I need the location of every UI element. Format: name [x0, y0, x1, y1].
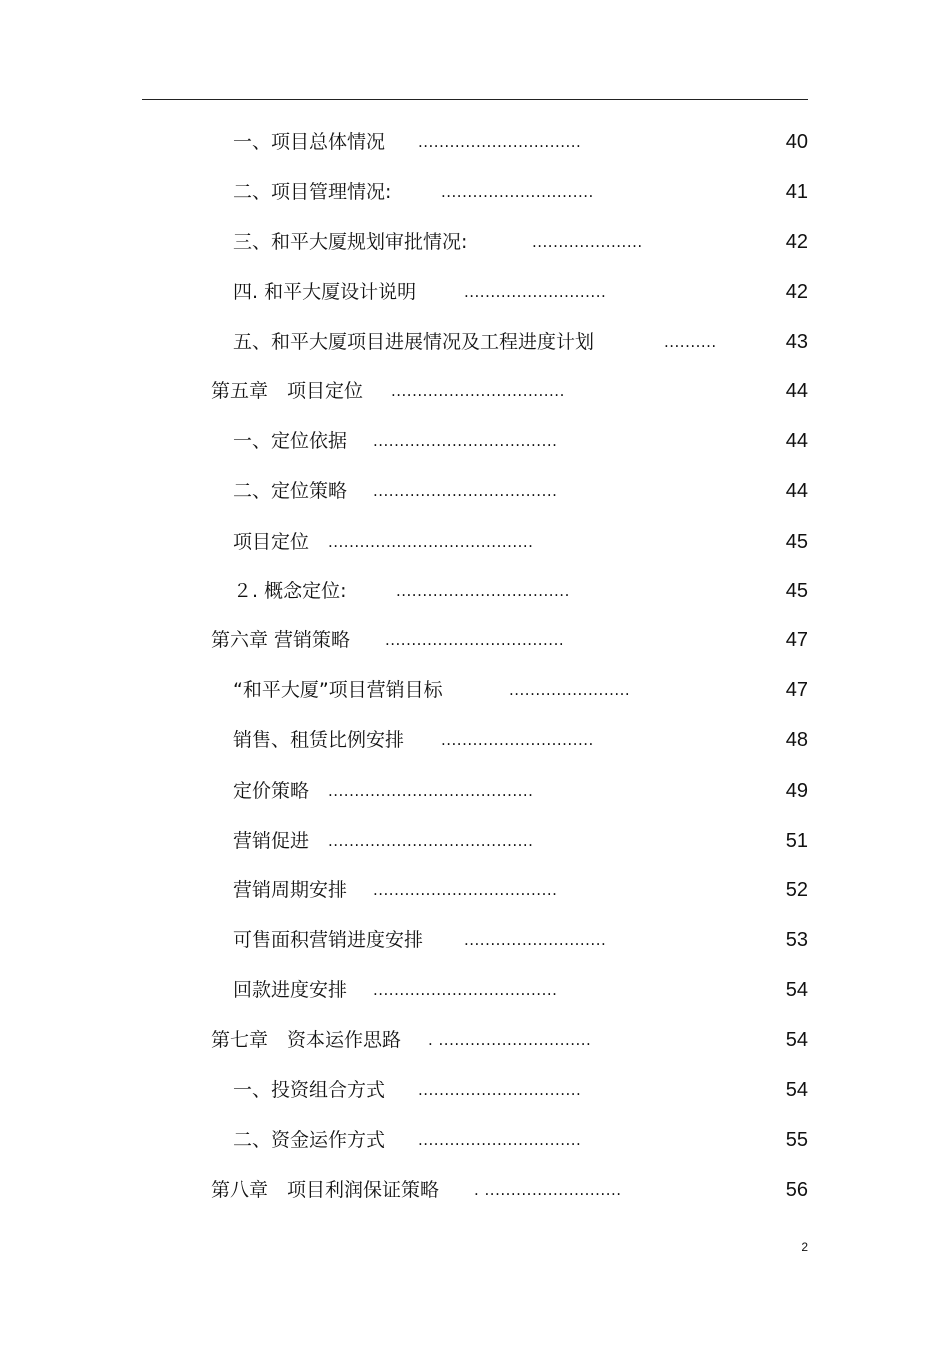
toc-entry-page: 49	[785, 780, 808, 802]
toc-entry-title: 一、项目总体情况	[233, 131, 386, 153]
toc-entry[interactable]	[0, 673, 950, 707]
toc-entry-leader: ...............................	[418, 1131, 582, 1149]
toc-entry-page: 45	[785, 531, 808, 553]
toc-entry-page: 48	[785, 729, 808, 751]
toc-entry-page: 42	[785, 281, 808, 303]
toc-entry-leader: ...........................	[464, 931, 607, 949]
toc-entry-title: 五、和平大厦项目进展情况及工程进度计划	[233, 331, 595, 353]
toc-entry-leader: ...................................	[373, 981, 558, 999]
toc-entry-leader: ...............................	[418, 133, 582, 151]
toc-entry-page: 54	[785, 979, 808, 1001]
toc-entry-page: 44	[785, 380, 808, 402]
toc-entry-leader: .......................................	[328, 832, 534, 850]
toc-entry[interactable]	[0, 474, 950, 508]
toc-entry-leader: ...........................	[464, 283, 607, 301]
toc-entry-title: 可售面积营销进度安排	[233, 929, 424, 951]
toc-entry-page: 45	[785, 580, 808, 602]
toc-entry[interactable]	[0, 325, 950, 359]
toc-entry[interactable]	[0, 374, 950, 408]
toc-entry-leader: .................................	[391, 382, 565, 400]
toc-entry[interactable]	[0, 275, 950, 309]
toc-entry-leader: .......................................	[328, 533, 534, 551]
toc-entry-leader: .......................	[509, 681, 631, 699]
toc-entry[interactable]	[0, 1023, 950, 1057]
toc-entry-title: 一、定位依据	[233, 430, 348, 452]
toc-entry-page: 43	[785, 331, 808, 353]
toc-entry-page: 44	[785, 480, 808, 502]
toc-entry-title: 第七章 资本运作思路	[211, 1029, 402, 1051]
toc-entry-page: 53	[785, 929, 808, 951]
toc-entry-leader: ...................................	[373, 432, 558, 450]
toc-entry-leader: . ..........................	[474, 1181, 622, 1199]
toc-entry[interactable]	[0, 873, 950, 907]
toc-entry-page: 56	[785, 1179, 808, 1201]
toc-entry-page: 51	[785, 830, 808, 852]
toc-entry-page: 41	[785, 181, 808, 203]
toc-entry-title: 二、项目管理情况:	[233, 181, 392, 203]
toc-entry-leader: .............................	[441, 183, 594, 201]
toc-entry[interactable]	[0, 1073, 950, 1107]
toc-entry-title: 第六章 营销策略	[211, 629, 351, 651]
toc-entry-leader: . .............................	[428, 1031, 592, 1049]
toc-entry-page: 40	[785, 131, 808, 153]
toc-entry-title: ２. 概念定位:	[233, 580, 347, 602]
toc-entry-leader: ..........	[664, 333, 717, 351]
toc-entry-page: 54	[785, 1029, 808, 1051]
toc-entry[interactable]	[0, 824, 950, 858]
toc-entry[interactable]	[0, 1173, 950, 1207]
toc-entry-leader: .....................	[532, 233, 643, 251]
toc-entry-title: 第五章 项目定位	[211, 380, 364, 402]
toc-entry[interactable]	[0, 1123, 950, 1157]
toc-entry[interactable]	[0, 175, 950, 209]
toc-entry-page: 47	[785, 629, 808, 651]
toc-entry-leader: ...................................	[373, 881, 558, 899]
toc-entry-page: 52	[785, 879, 808, 901]
toc-entry-leader: ...............................	[418, 1081, 582, 1099]
toc-entry-leader: ...................................	[373, 482, 558, 500]
toc-entry[interactable]	[0, 574, 950, 608]
toc-entry-page: 44	[785, 430, 808, 452]
toc-entry-title: 销售、租赁比例安排	[233, 729, 405, 751]
toc-entry-title: “和平大厦”项目营销目标	[233, 679, 443, 701]
toc-entry-page: 47	[785, 679, 808, 701]
toc-entry[interactable]	[0, 623, 950, 657]
toc-entry[interactable]	[0, 225, 950, 259]
toc-entry[interactable]	[0, 923, 950, 957]
page-number: 2	[801, 1240, 808, 1254]
toc-entry[interactable]	[0, 525, 950, 559]
toc-entry-leader: .................................	[396, 582, 570, 600]
toc-entry[interactable]	[0, 723, 950, 757]
toc-entry-title: 三、和平大厦规划审批情况:	[233, 231, 468, 253]
toc-entry-title: 二、资金运作方式	[233, 1129, 386, 1151]
toc-entry-title: 二、定位策略	[233, 480, 348, 502]
toc-entry-page: 55	[785, 1129, 808, 1151]
toc-entry-title: 定价策略	[233, 780, 310, 802]
toc-entry-title: 营销促进	[233, 830, 310, 852]
toc-entry-title: 四. 和平大厦设计说明	[233, 281, 417, 303]
toc-entry-title: 回款进度安排	[233, 979, 348, 1001]
toc-entry[interactable]	[0, 973, 950, 1007]
toc-entry-page: 54	[785, 1079, 808, 1101]
toc-entry[interactable]	[0, 774, 950, 808]
toc-entry-leader: ..................................	[385, 631, 565, 649]
toc-entry-title: 第八章 项目利润保证策略	[211, 1179, 440, 1201]
toc-entry-title: 项目定位	[233, 531, 310, 553]
toc-entry-leader: .............................	[441, 731, 594, 749]
toc-entry[interactable]	[0, 424, 950, 458]
toc-entry-title: 营销周期安排	[233, 879, 348, 901]
toc-entry-title: 一、投资组合方式	[233, 1079, 386, 1101]
toc-entry-page: 42	[785, 231, 808, 253]
toc-entry-leader: .......................................	[328, 782, 534, 800]
toc-entry[interactable]	[0, 125, 950, 159]
